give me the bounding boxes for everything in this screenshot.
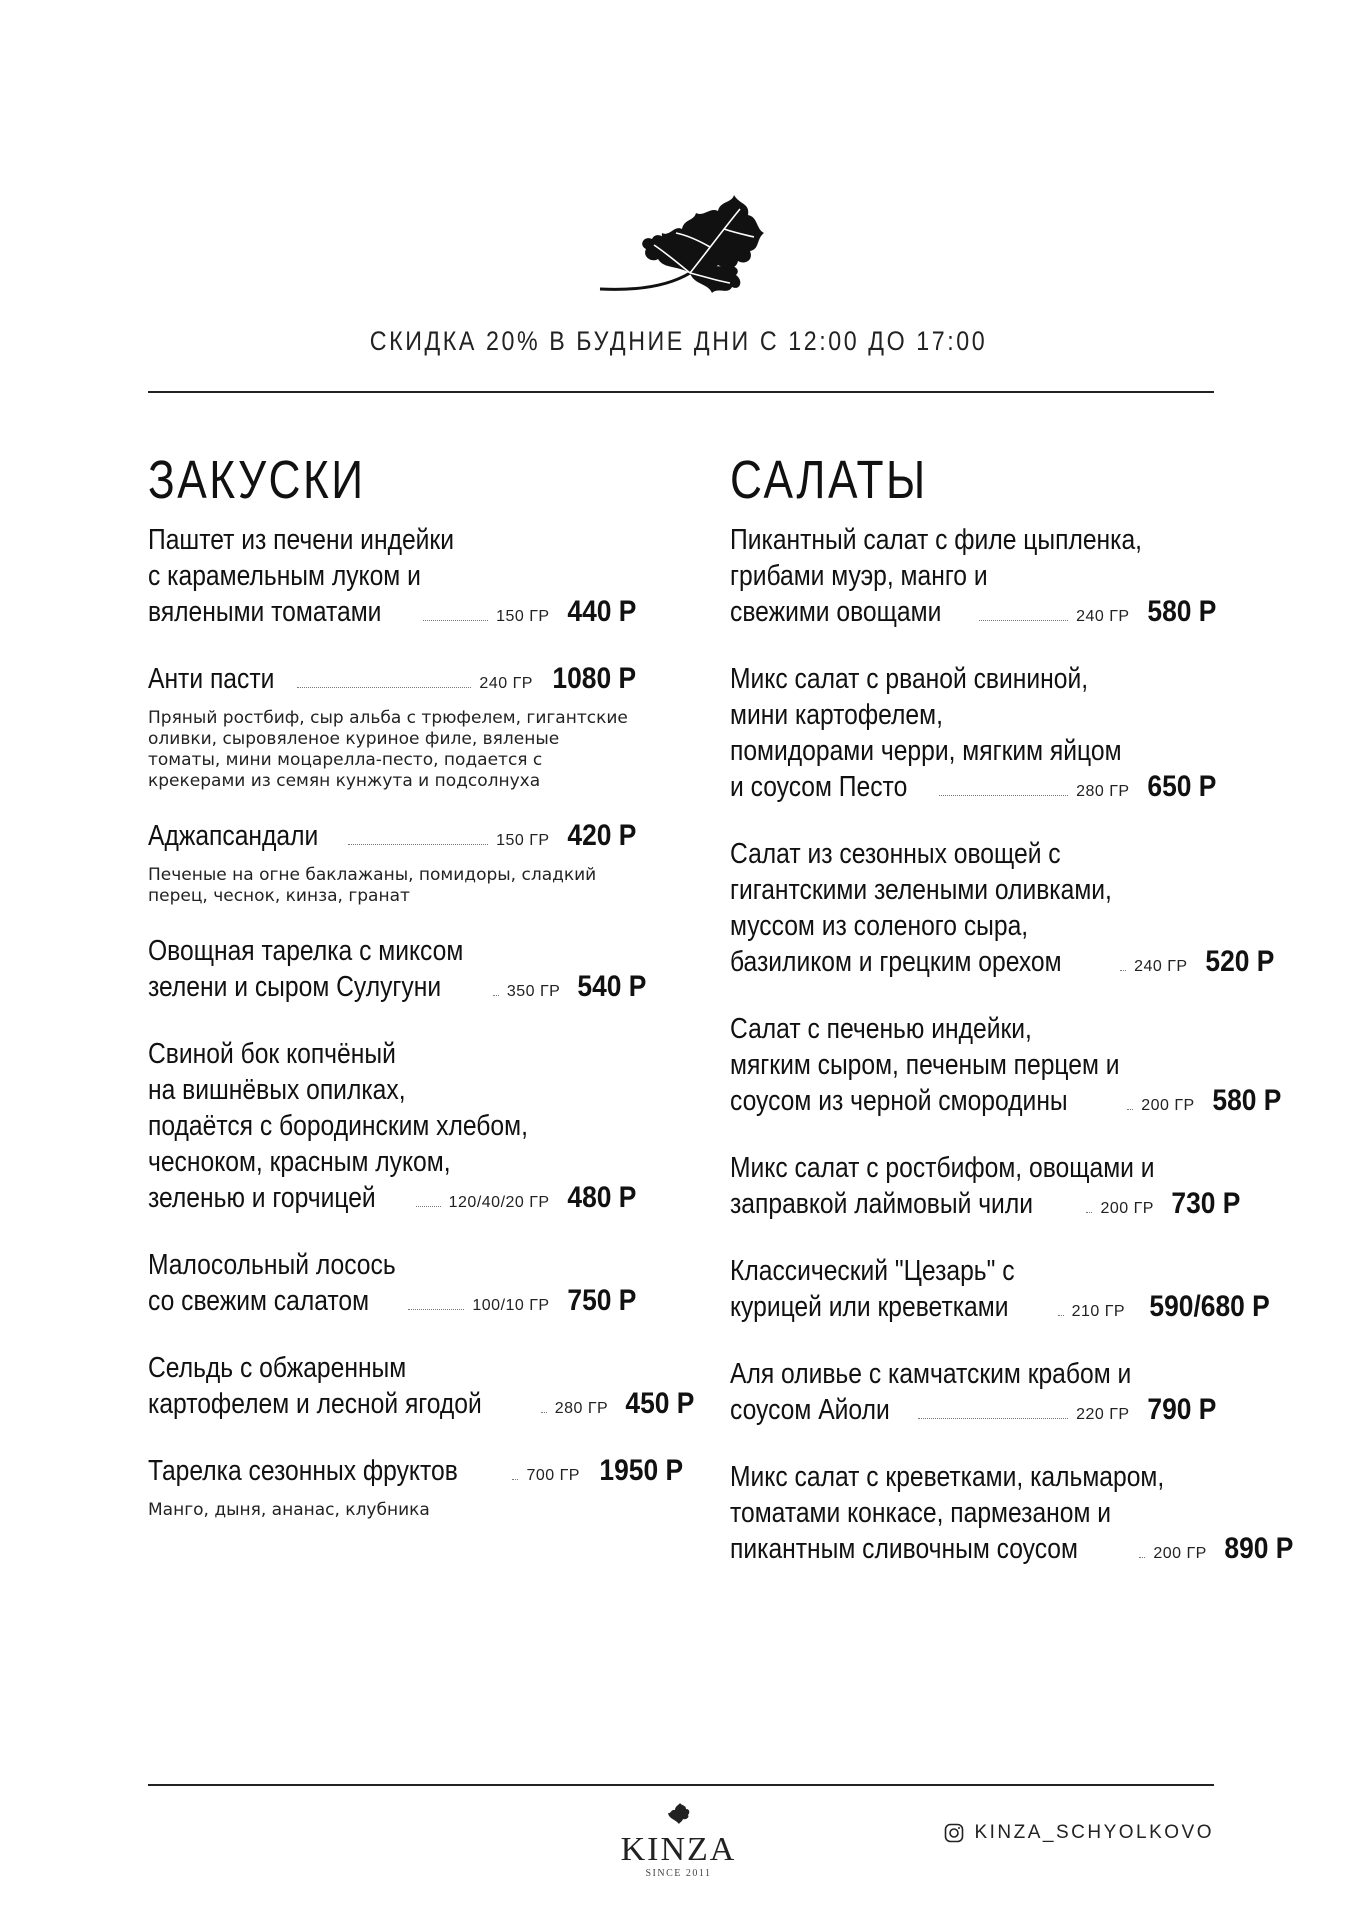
item-name-line: мягким сыром, печеным перцем и [730,1049,1120,1081]
item-name-line: мини картофелем, [730,699,943,731]
item-name-line: базиликом и грецким орехом [730,946,1062,978]
menu-item [148,1247,636,1324]
item-price: 890 Р [1224,1532,1294,1565]
dot-leader [1058,1314,1064,1316]
item-price: 1950 Р [599,1454,684,1487]
item-name-line: грибами муэр, манго и [730,560,988,592]
item-name-line: Анти пасти [148,663,275,695]
brand-name: KINZA [620,1831,737,1868]
item-name-line: Тарелка сезонных фруктов [148,1455,458,1487]
item-weight: 350 ГР [506,983,561,1000]
item-price: 520 Р [1204,945,1274,978]
item-name-line: Малосольный лосось [148,1249,396,1281]
menu-section-salads [730,448,1294,1598]
dot-leader [1086,1211,1092,1213]
item-price: 1080 Р [552,662,636,695]
item-name-line: Салат с печенью индейки, [730,1013,1032,1045]
item-weight: 220 ГР [1076,1406,1130,1423]
item-name-line: курицей или креветками [730,1291,1009,1323]
item-name-line: Пикантный салат с филе цыпленка, [730,524,1143,556]
item-price: 790 Р [1147,1393,1216,1426]
item-name-line: Овощная тарелка с миксом [148,935,464,967]
item-name-line: томатами конкасе, пармезаном и [730,1497,1112,1529]
item-price: 480 Р [567,1181,636,1214]
item-name-line: Аля оливье с камчатским крабом и [730,1358,1132,1390]
dot-leader [493,994,499,996]
dot-leader [1127,1108,1133,1110]
item-name-line: с карамельным луком и [148,560,421,592]
item-description: Манго, дыня, ананас, клубника [148,1500,430,1520]
item-name-line: Свиной бок копчёный [148,1038,396,1070]
item-price: 580 Р [1212,1084,1282,1117]
menu-item [730,1011,1282,1124]
item-name-line: Салат из сезонных овощей с [730,838,1061,870]
item-name-line: гигантскими зелеными оливками, [730,874,1112,906]
menu-item [730,1253,1270,1330]
item-price: 580 Р [1147,595,1216,628]
item-name-line: и соусом Песто [730,771,908,803]
item-price: 590/680 Р [1149,1290,1270,1323]
menu-section-appetizers [148,448,695,1547]
item-price: 450 Р [625,1387,695,1420]
item-name-line: Микс салат с рваной свининой, [730,663,1089,695]
item-name-line: вялеными томатами [148,596,382,628]
dot-leader [1120,969,1126,971]
menu-item [148,818,636,907]
item-price: 420 Р [567,819,636,852]
brand-logo [620,1803,737,1903]
item-weight: 700 ГР [526,1467,580,1484]
item-name-line: чесноком, красным луком, [148,1146,451,1178]
item-weight: 200 ГР [1153,1545,1207,1562]
instagram-link[interactable] [944,1822,1214,1844]
item-name-line: зелени и сыром Сулугуни [148,971,442,1003]
item-name-line: со свежим салатом [148,1285,370,1317]
item-weight: 150 ГР [496,832,550,849]
menu-item [730,1150,1241,1227]
item-name-line: зеленью и горчицей [148,1182,376,1214]
dot-leader [423,619,488,621]
divider [148,1784,1214,1786]
item-name-line: на вишнёвых опилках, [148,1074,406,1106]
item-name-line: подаётся с бородинским хлебом, [148,1110,528,1142]
item-price: 650 Р [1147,770,1216,803]
promo-banner: СКИДКА 20% В БУДНИЕ ДНИ С 12:00 ДО 17:00 [369,326,988,356]
dot-leader [512,1478,518,1480]
menu-item [730,1459,1294,1572]
item-weight: 150 ГР [496,608,550,625]
item-name-line: Паштет из печени индейки [148,524,454,556]
item-name-line: Сельдь с обжаренным [148,1352,407,1384]
item-name-line: Классический "Цезарь" с [730,1255,1015,1287]
item-price: 440 Р [567,595,636,628]
menu-item [148,522,636,635]
item-name-line: Микс салат с креветками, кальмаром, [730,1461,1165,1493]
item-weight: 240 ГР [479,675,533,692]
item-weight: 200 ГР [1100,1200,1154,1217]
dot-leader [541,1411,547,1413]
menu-item [148,1036,636,1221]
item-weight: 100/10 ГР [472,1297,550,1314]
item-name-line: Микс салат с ростбифом, овощами и [730,1152,1155,1184]
section-title: САЛАТЫ [730,450,928,510]
item-name-line: Аджапсандали [148,820,319,852]
menu-item [730,661,1216,810]
item-name-line: соусом из черной смородины [730,1085,1068,1117]
brand-since: SINCE 2011 [645,1868,712,1879]
item-name-line: свежими овощами [730,596,942,628]
menu-item [148,1453,684,1521]
dot-leader [979,619,1068,621]
item-name-line: картофелем и лесной ягодой [148,1388,482,1420]
dot-leader [416,1205,441,1207]
dot-leader [408,1308,464,1310]
dot-leader [1139,1556,1145,1558]
item-weight: 200 ГР [1141,1097,1195,1114]
menu-item [730,1356,1216,1433]
menu-item [148,661,636,792]
section-title: ЗАКУСКИ [148,450,366,510]
item-name-line: муссом из соленого сыра, [730,910,1029,942]
item-weight: 240 ГР [1076,608,1130,625]
instagram-handle[interactable]: KINZA_SCHYOLKOVO [974,1822,1214,1843]
item-name-line: помидорами черри, мягким яйцом [730,735,1122,767]
item-price: 750 Р [567,1284,636,1317]
item-weight: 210 ГР [1071,1303,1126,1320]
item-price: 730 Р [1171,1187,1241,1220]
dot-leader [918,1417,1068,1419]
cilantro-small-icon [666,1803,692,1825]
item-weight: 280 ГР [554,1400,609,1417]
item-name-line: соусом Айоли [730,1394,890,1426]
dot-leader [348,843,488,845]
dot-leader [297,686,472,688]
item-description: Пряный ростбиф, сыр альба с трюфелем, гигантские оливки, сыровяленое куриное филе, вяленые томаты, мини моцарелла-песто, подается с крекерами из семян кунжута и подсолнуха [148,708,628,791]
instagram-icon [944,1823,964,1843]
divider [148,391,1214,393]
item-description: Печеные на огне баклажаны, помидоры, сладкий перец, чеснок, кинза, гранат [148,865,597,906]
menu-item [148,1350,695,1427]
item-weight: 280 ГР [1076,783,1130,800]
dot-leader [939,794,1069,796]
item-weight: 120/40/20 ГР [448,1194,550,1211]
menu-item [148,933,647,1010]
menu-item [730,836,1274,985]
menu-item [730,522,1216,635]
item-weight: 240 ГР [1134,958,1188,975]
cilantro-leaf-icon [590,195,770,305]
item-price: 540 Р [577,970,647,1003]
item-name-line: заправкой лаймовый чили [730,1188,1033,1220]
item-name-line: пикантным сливочным соусом [730,1533,1078,1565]
